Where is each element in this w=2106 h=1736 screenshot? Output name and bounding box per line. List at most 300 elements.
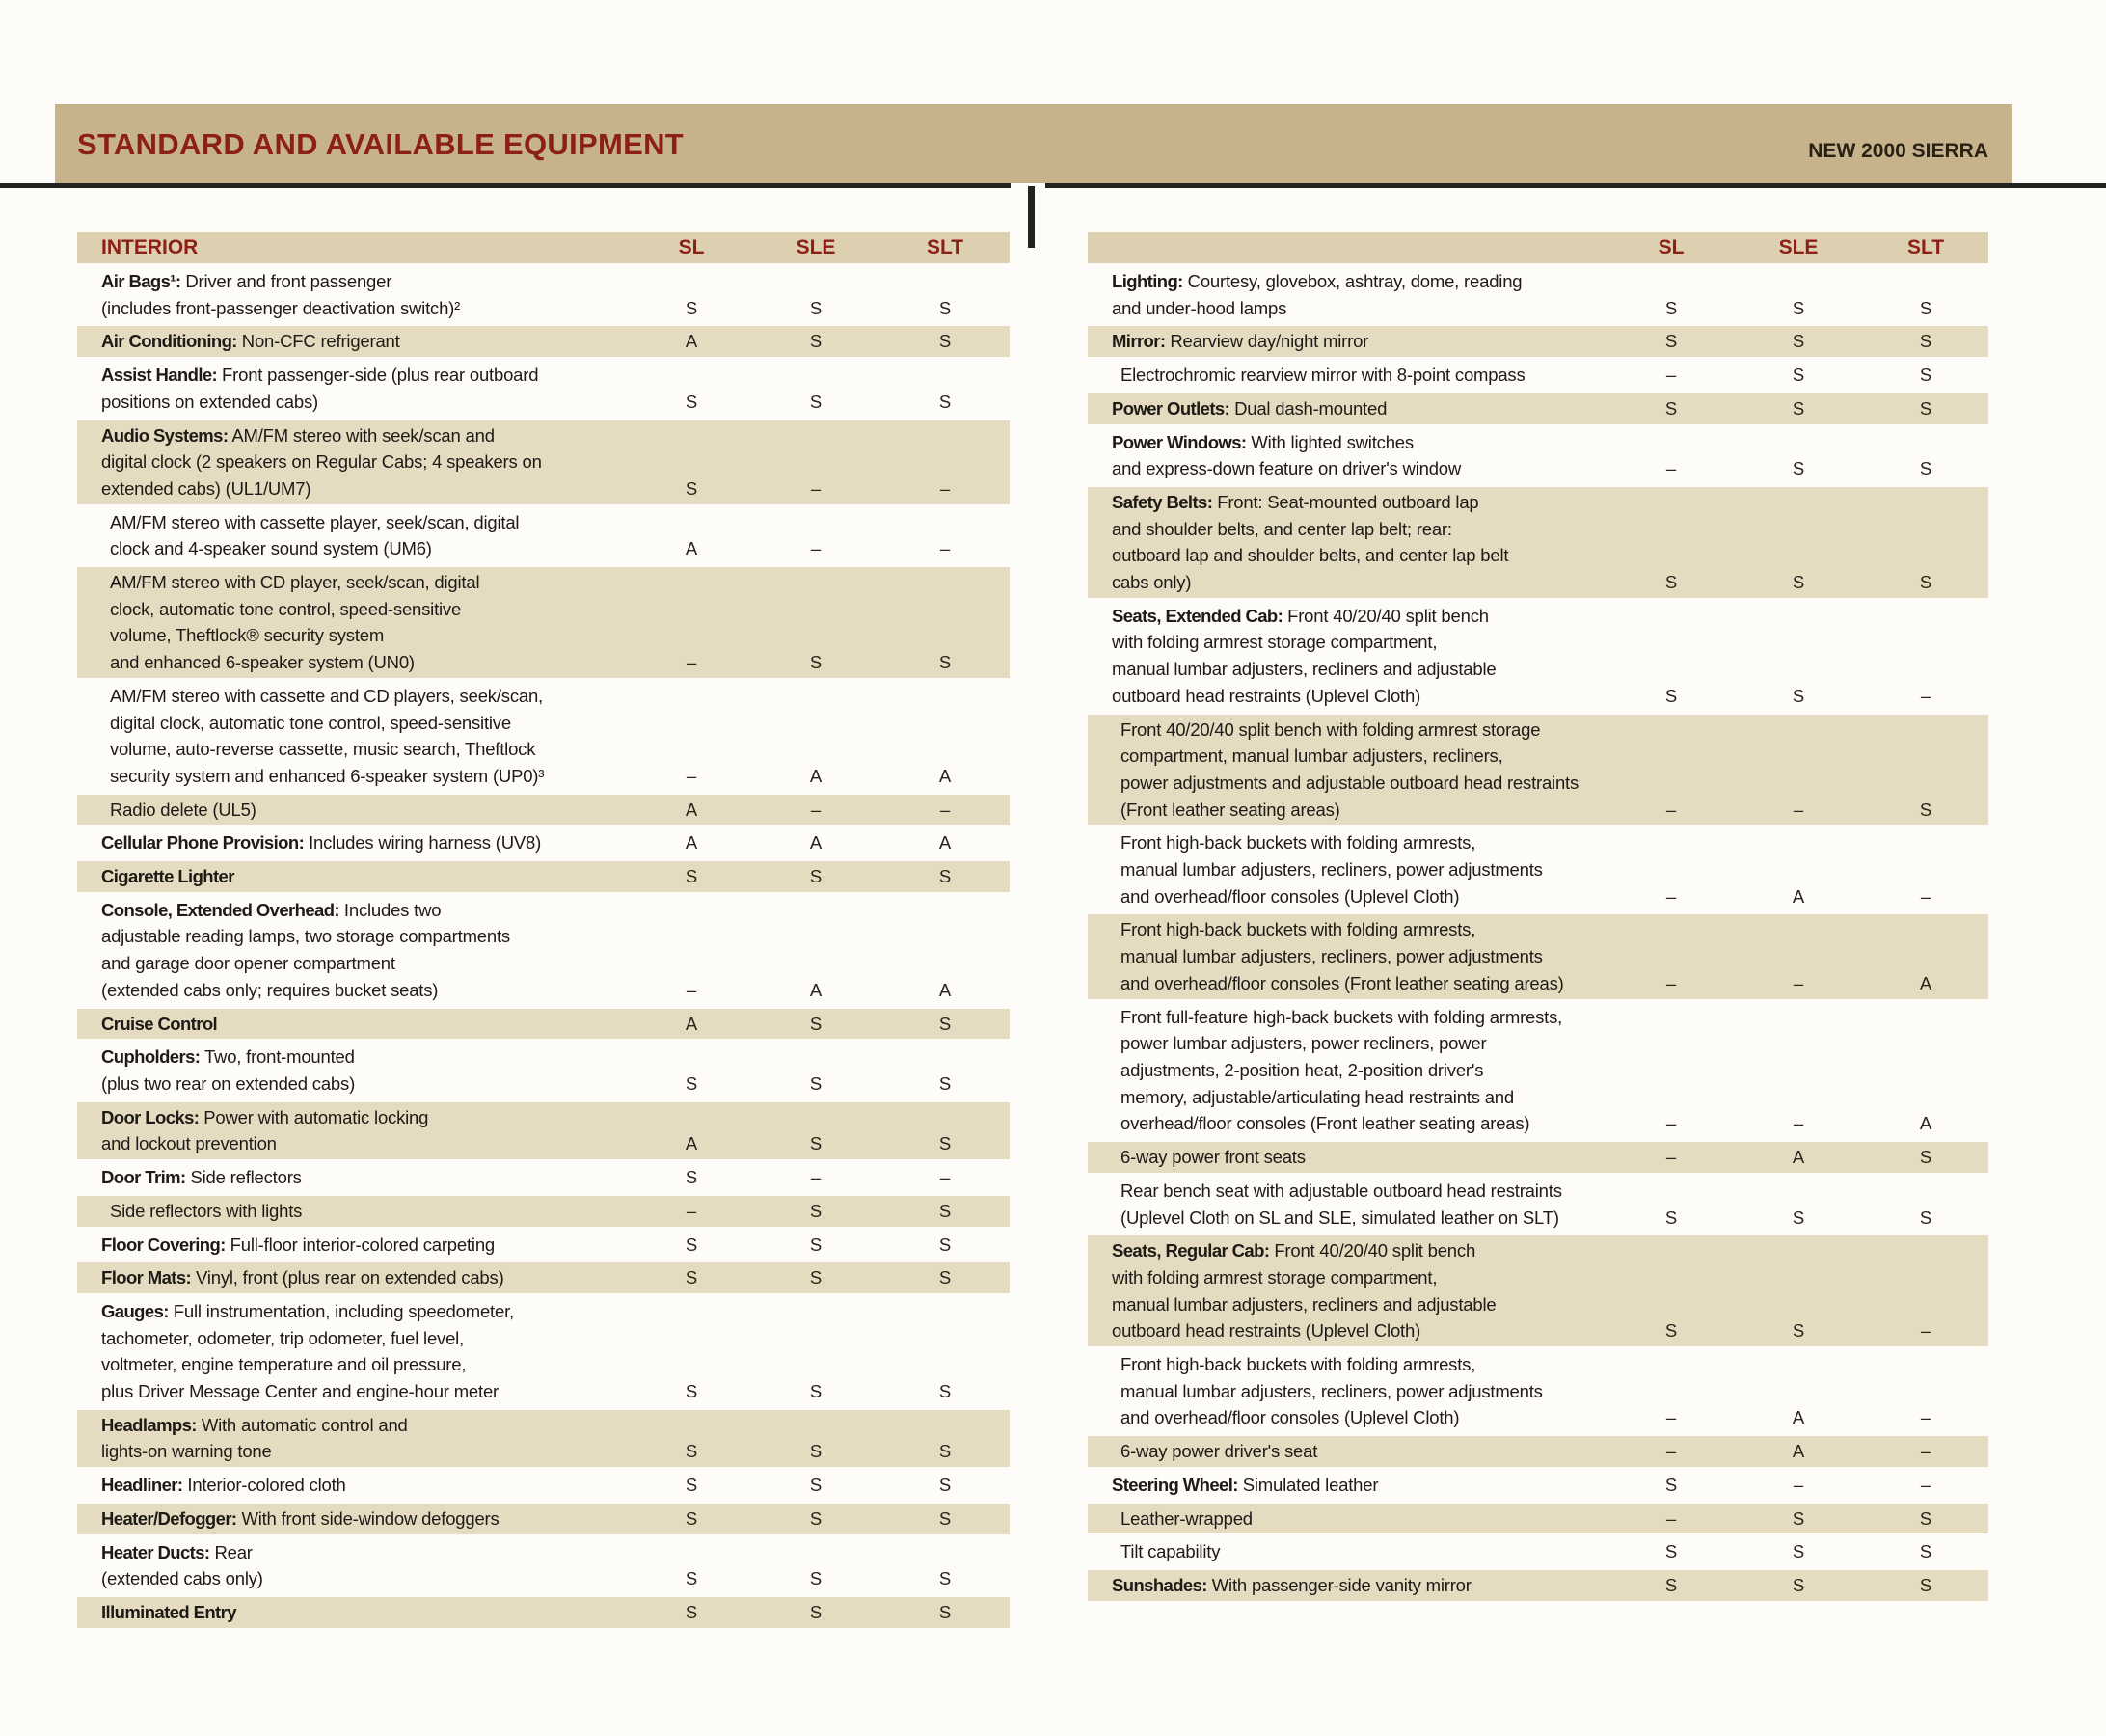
availability-slt: A bbox=[938, 832, 952, 854]
equipment-label: Headlamps: bbox=[101, 1414, 197, 1435]
column-header-sl: SL bbox=[1608, 232, 1734, 263]
equipment-description: Front high-back buckets with folding armrests, manual lumbar adjusters, recliners, power adjustments and overhead/floor consoles (Uplevel Cloth) bbox=[1120, 832, 1543, 907]
equipment-item bbox=[1088, 487, 1608, 598]
availability-sle: – bbox=[810, 1167, 822, 1188]
availability-sle: S bbox=[751, 1410, 880, 1467]
column-header-sle: SLE bbox=[1734, 232, 1863, 263]
table-row bbox=[1088, 601, 1988, 712]
availability-slt: S bbox=[1863, 1570, 1988, 1601]
equipment-description: Side reflectors bbox=[185, 1167, 302, 1188]
availability-sl: S bbox=[685, 1072, 698, 1094]
table-row bbox=[1088, 393, 1988, 424]
equipment-item bbox=[77, 326, 632, 357]
availability-slt: S bbox=[880, 1196, 1010, 1227]
table-row bbox=[77, 1009, 1010, 1040]
interior-table-right bbox=[1088, 230, 1988, 1604]
availability-slt: – bbox=[939, 538, 951, 559]
equipment-description: AM/FM stereo with CD player, seek/scan, digital clock, automatic tone control, speed-sensitive volume, Theftlock® security system and enhanced 6-speaker system (UN0) bbox=[110, 572, 480, 673]
table-row bbox=[77, 1537, 1010, 1594]
availability-sl: S bbox=[1664, 685, 1678, 706]
equipment-description: Tilt capability bbox=[1120, 1541, 1221, 1562]
equipment-item bbox=[77, 1597, 632, 1628]
equipment-item bbox=[1088, 326, 1608, 357]
equipment-description: Vinyl, front (plus rear on extended cabs) bbox=[191, 1267, 504, 1288]
table-row bbox=[77, 1162, 1010, 1193]
equipment-description: Front passenger-side (plus rear outboard positions on extended cabs) bbox=[101, 365, 539, 412]
table-row bbox=[1088, 427, 1988, 484]
table-row bbox=[77, 1230, 1010, 1261]
equipment-label: Console, Extended Overhead: bbox=[101, 899, 339, 920]
equipment-item bbox=[77, 1262, 632, 1293]
availability-sle: – bbox=[751, 420, 880, 504]
table-header-row bbox=[77, 232, 1010, 263]
availability-slt: A bbox=[1863, 914, 1988, 998]
availability-slt: S bbox=[880, 567, 1010, 678]
availability-sl: S bbox=[632, 420, 751, 504]
table-row bbox=[1088, 1235, 1988, 1346]
equipment-item bbox=[77, 827, 632, 858]
availability-sle: S bbox=[809, 297, 823, 318]
center-divider bbox=[1028, 186, 1035, 248]
table-header-row bbox=[1088, 232, 1988, 263]
equipment-description: Non-CFC refrigerant bbox=[236, 331, 400, 352]
equipment-label: Door Locks: bbox=[101, 1106, 200, 1127]
equipment-description: Front 40/20/40 split bench with folding armrest storage compartment, manual lumbar adjusters, recliners and adjustable outboard head restraints (Uplevel Cloth) bbox=[1112, 1240, 1497, 1342]
equipment-description: Front high-back buckets with folding armrests, manual lumbar adjusters, recliners, power adjustments and overhead/floor consoles (Uplevel Cloth) bbox=[1120, 1354, 1543, 1428]
availability-sl: – bbox=[632, 567, 751, 678]
equipment-description: 6-way power front seats bbox=[1120, 1147, 1306, 1168]
equipment-item bbox=[77, 507, 632, 564]
table-row bbox=[1088, 326, 1988, 357]
equipment-item bbox=[1088, 427, 1608, 484]
equipment-label: Cellular Phone Provision: bbox=[101, 832, 305, 854]
equipment-item bbox=[1088, 360, 1608, 391]
equipment-label: Power Outlets: bbox=[1112, 397, 1230, 419]
availability-sl: S bbox=[685, 1234, 698, 1255]
equipment-label: Headliner: bbox=[101, 1475, 183, 1496]
equipment-description: Interior-colored cloth bbox=[182, 1475, 346, 1496]
availability-sle: S bbox=[809, 1234, 823, 1255]
availability-sle: S bbox=[809, 1072, 823, 1094]
equipment-label: Power Windows: bbox=[1112, 431, 1247, 452]
availability-sle: S bbox=[1734, 393, 1863, 424]
availability-sl: A bbox=[632, 1009, 751, 1040]
equipment-item bbox=[77, 1196, 632, 1227]
availability-slt: S bbox=[1863, 326, 1988, 357]
equipment-description: Full instrumentation, including speedometer, tachometer, odometer, trip odometer, fuel level, voltmeter, engine temperature and oil pressure, plus Driver Message Center and engine-hour meter bbox=[101, 1300, 514, 1402]
availability-slt: S bbox=[938, 1381, 952, 1402]
availability-slt: S bbox=[880, 1262, 1010, 1293]
equipment-label: Air Conditioning: bbox=[101, 331, 237, 352]
availability-sl: A bbox=[632, 1102, 751, 1159]
availability-sle: A bbox=[1734, 1142, 1863, 1173]
availability-sle: S bbox=[751, 567, 880, 678]
equipment-description: AM/FM stereo with cassette player, seek/scan, digital clock and 4-speaker sound system (UM6) bbox=[110, 511, 520, 559]
equipment-item bbox=[77, 1102, 632, 1159]
availability-sle: – bbox=[1793, 1113, 1804, 1134]
equipment-item bbox=[1088, 1504, 1608, 1534]
availability-sl: S bbox=[1664, 1474, 1678, 1495]
availability-sle: S bbox=[751, 1262, 880, 1293]
equipment-item bbox=[77, 1042, 632, 1099]
equipment-label: Heater/Defogger: bbox=[101, 1507, 237, 1529]
availability-sl: – bbox=[1608, 1436, 1734, 1467]
column-header-slt: SLT bbox=[1863, 232, 1988, 263]
equipment-item bbox=[77, 681, 632, 792]
equipment-label: Lighting: bbox=[1112, 271, 1183, 291]
equipment-item bbox=[1088, 1436, 1608, 1467]
equipment-description: AM/FM stereo with seek/scan and digital clock (2 speakers on Regular Cabs; 4 speakers on extended cabs) (UL1/UM7) bbox=[101, 424, 542, 499]
equipment-description: Power with automatic locking and lockout prevention bbox=[101, 1106, 429, 1154]
availability-slt: A bbox=[1919, 1113, 1932, 1134]
equipment-label: Sunshades: bbox=[1112, 1574, 1207, 1595]
availability-sl: – bbox=[1665, 365, 1677, 386]
availability-sl: A bbox=[632, 326, 751, 357]
table-row bbox=[77, 1262, 1010, 1293]
equipment-description: Front 40/20/40 split bench with folding armrest storage compartment, manual lumbar adjusters, recliners, power adjustments and adjustable outboard head restraints (Front leather seating areas) bbox=[1120, 719, 1580, 820]
availability-sl: – bbox=[1665, 1407, 1677, 1428]
table-row bbox=[77, 681, 1010, 792]
availability-sle: S bbox=[1792, 1207, 1805, 1228]
availability-slt: S bbox=[1863, 715, 1988, 826]
equipment-description: With lighted switches and express-down feature on driver's window bbox=[1112, 431, 1462, 479]
availability-slt: S bbox=[1863, 1142, 1988, 1173]
equipment-label: Air Bags¹: bbox=[101, 271, 181, 291]
availability-sle: S bbox=[809, 1475, 823, 1496]
availability-sl: – bbox=[632, 1196, 751, 1227]
availability-slt: – bbox=[880, 420, 1010, 504]
table-row bbox=[77, 861, 1010, 892]
availability-sl: S bbox=[1664, 297, 1678, 318]
availability-sl: A bbox=[685, 832, 698, 854]
equipment-label: Steering Wheel: bbox=[1112, 1474, 1238, 1495]
equipment-label: Gauges: bbox=[101, 1300, 169, 1321]
availability-sle: S bbox=[809, 1568, 823, 1589]
right-table-body bbox=[1088, 266, 1988, 1601]
equipment-item bbox=[1088, 1536, 1608, 1567]
table-row bbox=[1088, 827, 1988, 911]
equipment-description: Simulated leather bbox=[1237, 1474, 1379, 1495]
availability-sl: S bbox=[632, 1262, 751, 1293]
equipment-item bbox=[77, 1230, 632, 1261]
availability-sle: A bbox=[1792, 885, 1805, 907]
availability-slt: S bbox=[938, 1475, 952, 1496]
availability-sle: S bbox=[751, 1196, 880, 1227]
availability-slt: A bbox=[938, 765, 952, 786]
equipment-description: Rear (extended cabs only) bbox=[101, 1541, 263, 1589]
table-row bbox=[77, 1597, 1010, 1628]
equipment-label: Floor Mats: bbox=[101, 1267, 192, 1288]
table-row bbox=[77, 360, 1010, 417]
equipment-description: 6-way power driver's seat bbox=[1120, 1441, 1318, 1462]
availability-slt: – bbox=[1920, 1474, 1931, 1495]
equipment-label: Floor Covering: bbox=[101, 1234, 226, 1255]
availability-slt: – bbox=[1920, 885, 1931, 907]
equipment-item bbox=[1088, 715, 1608, 826]
equipment-item bbox=[1088, 1176, 1608, 1233]
page-title: STANDARD AND AVAILABLE EQUIPMENT bbox=[77, 127, 685, 161]
table-row bbox=[1088, 266, 1988, 323]
equipment-label: Cupholders: bbox=[101, 1046, 201, 1068]
equipment-description: Electrochromic rearview mirror with 8-point compass bbox=[1120, 365, 1526, 386]
availability-sl: S bbox=[685, 1381, 698, 1402]
availability-sle: S bbox=[751, 1102, 880, 1159]
availability-sl: S bbox=[1608, 1235, 1734, 1346]
availability-sle: – bbox=[1734, 715, 1863, 826]
equipment-item bbox=[77, 1470, 632, 1501]
equipment-description: Two, front-mounted (plus two rear on extended cabs) bbox=[101, 1046, 356, 1094]
availability-sl: S bbox=[1608, 1570, 1734, 1601]
availability-sle: S bbox=[809, 391, 823, 412]
availability-slt: – bbox=[1863, 1436, 1988, 1467]
column-header-slt: SLT bbox=[880, 232, 1010, 263]
availability-slt: S bbox=[1863, 1504, 1988, 1534]
interior-table-left bbox=[77, 230, 981, 1631]
availability-sl: – bbox=[1665, 885, 1677, 907]
availability-sl: – bbox=[1608, 914, 1734, 998]
availability-slt: – bbox=[1863, 1235, 1988, 1346]
equipment-item bbox=[77, 1537, 632, 1594]
availability-sle: – bbox=[1793, 1474, 1804, 1495]
equipment-description: Courtesy, glovebox, ashtray, dome, reading and under-hood lamps bbox=[1112, 271, 1523, 318]
availability-slt: S bbox=[1919, 1207, 1932, 1228]
availability-sl: S bbox=[632, 1597, 751, 1628]
equipment-item bbox=[1088, 393, 1608, 424]
availability-sle: S bbox=[1734, 1235, 1863, 1346]
availability-sle: – bbox=[751, 795, 880, 826]
table-row bbox=[1088, 1470, 1988, 1501]
column-header-sl: SL bbox=[632, 232, 751, 263]
availability-sl: S bbox=[1608, 326, 1734, 357]
availability-sl: – bbox=[686, 765, 697, 786]
model-name: NEW 2000 SIERRA bbox=[1808, 140, 1988, 162]
availability-sl: S bbox=[685, 1167, 698, 1188]
availability-sle: – bbox=[1734, 914, 1863, 998]
table-row bbox=[1088, 1002, 1988, 1140]
availability-slt: S bbox=[880, 861, 1010, 892]
equipment-item bbox=[77, 266, 632, 323]
availability-sle: S bbox=[1734, 487, 1863, 598]
availability-sle: A bbox=[809, 832, 823, 854]
equipment-description: Full-floor interior-colored carpeting bbox=[225, 1234, 496, 1255]
table-row bbox=[1088, 487, 1988, 598]
table-row bbox=[77, 507, 1010, 564]
equipment-description: Driver and front passenger (includes front-passenger deactivation switch)² bbox=[101, 271, 461, 318]
table-row bbox=[77, 326, 1010, 357]
equipment-item bbox=[77, 360, 632, 417]
section-heading bbox=[1088, 232, 1608, 263]
availability-sle: S bbox=[1792, 1541, 1805, 1562]
equipment-item bbox=[77, 895, 632, 1006]
availability-sl: S bbox=[1608, 487, 1734, 598]
availability-sl: – bbox=[1608, 1142, 1734, 1173]
availability-sle: A bbox=[1792, 1407, 1805, 1428]
availability-sle: – bbox=[810, 538, 822, 559]
availability-sl: – bbox=[1665, 1113, 1677, 1134]
availability-sl: S bbox=[685, 297, 698, 318]
availability-slt: S bbox=[880, 1410, 1010, 1467]
availability-slt: S bbox=[880, 1009, 1010, 1040]
equipment-item bbox=[77, 1009, 632, 1040]
availability-slt: S bbox=[938, 1234, 952, 1255]
table-row bbox=[77, 1410, 1010, 1467]
availability-sle: S bbox=[751, 326, 880, 357]
equipment-label: Seats, Regular Cab: bbox=[1112, 1240, 1270, 1261]
equipment-item bbox=[77, 861, 632, 892]
equipment-description: AM/FM stereo with cassette and CD players, seek/scan, digital clock, automatic tone control, speed-sensitive volume, auto-reverse cassette, music search, Theftlock security system and enhanced 6-speaker system (UP0)³ bbox=[110, 685, 545, 786]
availability-sl: A bbox=[632, 795, 751, 826]
availability-slt: S bbox=[1863, 393, 1988, 424]
equipment-description: Front 40/20/40 split bench with folding armrest storage compartment, manual lumbar adjusters, recliners and adjustable outboard head restraints (Uplevel Cloth) bbox=[1112, 605, 1497, 706]
equipment-description: Dual dash-mounted bbox=[1229, 397, 1388, 419]
availability-slt: S bbox=[938, 1072, 952, 1094]
availability-slt: – bbox=[1920, 685, 1931, 706]
availability-slt: S bbox=[1919, 1541, 1932, 1562]
availability-sl: S bbox=[685, 391, 698, 412]
availability-sl: S bbox=[1608, 393, 1734, 424]
column-header-sle: SLE bbox=[751, 232, 880, 263]
left-table-body bbox=[77, 266, 1010, 1628]
availability-sl: S bbox=[632, 1504, 751, 1534]
equipment-description: Leather-wrapped bbox=[1120, 1507, 1253, 1529]
availability-slt: S bbox=[880, 1597, 1010, 1628]
table-row bbox=[77, 1102, 1010, 1159]
availability-sle: S bbox=[751, 1597, 880, 1628]
equipment-item bbox=[77, 420, 632, 504]
availability-sl: A bbox=[685, 538, 698, 559]
availability-slt: S bbox=[880, 1504, 1010, 1534]
table-row bbox=[1088, 1504, 1988, 1534]
equipment-item bbox=[1088, 1470, 1608, 1501]
availability-slt: S bbox=[938, 297, 952, 318]
table-row bbox=[1088, 360, 1988, 391]
table-row bbox=[77, 827, 1010, 858]
equipment-item bbox=[1088, 266, 1608, 323]
table-row bbox=[77, 420, 1010, 504]
equipment-item bbox=[77, 1162, 632, 1193]
equipment-description: With automatic control and lights-on warning tone bbox=[101, 1414, 408, 1462]
availability-sl: – bbox=[686, 979, 697, 1000]
availability-sl: S bbox=[1664, 1541, 1678, 1562]
table-row bbox=[77, 1296, 1010, 1407]
equipment-description: Side reflectors with lights bbox=[110, 1200, 303, 1221]
header-rule-left bbox=[0, 183, 1011, 188]
equipment-description: Front high-back buckets with folding armrests, manual lumbar adjusters, recliners, power adjustments and overhead/floor consoles (Front leather seating areas) bbox=[1120, 919, 1564, 993]
table-row bbox=[1088, 1436, 1988, 1467]
table-row bbox=[77, 795, 1010, 826]
availability-sl: – bbox=[1608, 715, 1734, 826]
availability-slt: S bbox=[880, 1102, 1010, 1159]
availability-sle: A bbox=[1734, 1436, 1863, 1467]
equipment-item bbox=[1088, 601, 1608, 712]
equipment-description: With passenger-side vanity mirror bbox=[1206, 1574, 1472, 1595]
equipment-description: With front side-window defoggers bbox=[236, 1507, 500, 1529]
availability-sl: – bbox=[1608, 1504, 1734, 1534]
availability-slt: S bbox=[1919, 458, 1932, 479]
equipment-label: Illuminated Entry bbox=[101, 1601, 236, 1622]
availability-slt: S bbox=[1863, 487, 1988, 598]
equipment-item bbox=[77, 1504, 632, 1534]
table-row bbox=[77, 1470, 1010, 1501]
equipment-label: Mirror: bbox=[1112, 331, 1166, 352]
equipment-item bbox=[1088, 1349, 1608, 1433]
equipment-description: Radio delete (UL5) bbox=[110, 799, 256, 820]
availability-sle: S bbox=[809, 1381, 823, 1402]
availability-sle: S bbox=[751, 861, 880, 892]
availability-sle: S bbox=[1792, 297, 1805, 318]
equipment-item bbox=[1088, 914, 1608, 998]
equipment-label: Door Trim: bbox=[101, 1167, 186, 1188]
table-row bbox=[1088, 1570, 1988, 1601]
equipment-description: Front full-feature high-back buckets with folding armrests, power lumbar adjusters, power recliners, power adjustments, 2-position heat, 2-position driver's memory, adjustable/articulating head restraints and overhead/floor consoles (Front leather seating areas) bbox=[1120, 1006, 1563, 1134]
equipment-label: Assist Handle: bbox=[101, 365, 218, 386]
availability-sl: S bbox=[632, 1410, 751, 1467]
header-rule-right bbox=[1045, 183, 2106, 188]
table-row bbox=[77, 1504, 1010, 1534]
availability-sl: S bbox=[685, 1568, 698, 1589]
availability-sle: S bbox=[751, 1009, 880, 1040]
availability-sle: A bbox=[809, 979, 823, 1000]
equipment-item bbox=[1088, 1235, 1608, 1346]
equipment-item bbox=[77, 567, 632, 678]
availability-slt: S bbox=[938, 391, 952, 412]
table-row bbox=[77, 895, 1010, 1006]
equipment-item bbox=[77, 1410, 632, 1467]
availability-sle: S bbox=[1792, 685, 1805, 706]
table-row bbox=[1088, 1142, 1988, 1173]
equipment-item bbox=[1088, 827, 1608, 911]
equipment-description: Includes two adjustable reading lamps, two storage compartments and garage door opener compartment (extended cabs only; requires bucket seats) bbox=[101, 899, 510, 1000]
availability-sle: S bbox=[751, 1504, 880, 1534]
availability-sl: S bbox=[1664, 1207, 1678, 1228]
availability-sle: S bbox=[1734, 1504, 1863, 1534]
availability-slt: – bbox=[939, 1167, 951, 1188]
equipment-item bbox=[77, 795, 632, 826]
availability-sle: S bbox=[1792, 458, 1805, 479]
equipment-item bbox=[1088, 1002, 1608, 1140]
equipment-description: Front: Seat-mounted outboard lap and shoulder belts, and center lap belt; rear: outboard lap and shoulder belts, and center lap belt cabs only) bbox=[1112, 491, 1509, 593]
availability-slt: – bbox=[1920, 1407, 1931, 1428]
table-row bbox=[77, 266, 1010, 323]
availability-slt: S bbox=[938, 1568, 952, 1589]
equipment-item bbox=[77, 1296, 632, 1407]
equipment-description: Rearview day/night mirror bbox=[1165, 331, 1369, 352]
equipment-label: Cigarette Lighter bbox=[101, 866, 234, 887]
table-row bbox=[77, 1196, 1010, 1227]
equipment-item bbox=[1088, 1570, 1608, 1601]
availability-slt: S bbox=[1919, 297, 1932, 318]
availability-sl: S bbox=[632, 861, 751, 892]
availability-sle: S bbox=[1792, 365, 1805, 386]
equipment-label: Cruise Control bbox=[101, 1013, 218, 1034]
availability-slt: S bbox=[1919, 365, 1932, 386]
equipment-description: Rear bench seat with adjustable outboard head restraints (Uplevel Cloth on SL and SLE, simulated leather on SLT) bbox=[1120, 1180, 1562, 1228]
availability-slt: S bbox=[880, 326, 1010, 357]
availability-sl: S bbox=[685, 1475, 698, 1496]
table-row bbox=[1088, 1176, 1988, 1233]
equipment-item bbox=[1088, 1142, 1608, 1173]
equipment-label: Seats, Extended Cab: bbox=[1112, 605, 1283, 626]
table-row bbox=[1088, 1536, 1988, 1567]
table-row bbox=[1088, 914, 1988, 998]
equipment-label: Safety Belts: bbox=[1112, 491, 1213, 512]
availability-sl: – bbox=[1665, 458, 1677, 479]
table-row bbox=[77, 1042, 1010, 1099]
equipment-label: Heater Ducts: bbox=[101, 1541, 210, 1562]
availability-slt: A bbox=[938, 979, 952, 1000]
availability-slt: – bbox=[880, 795, 1010, 826]
availability-sle: S bbox=[1734, 1570, 1863, 1601]
